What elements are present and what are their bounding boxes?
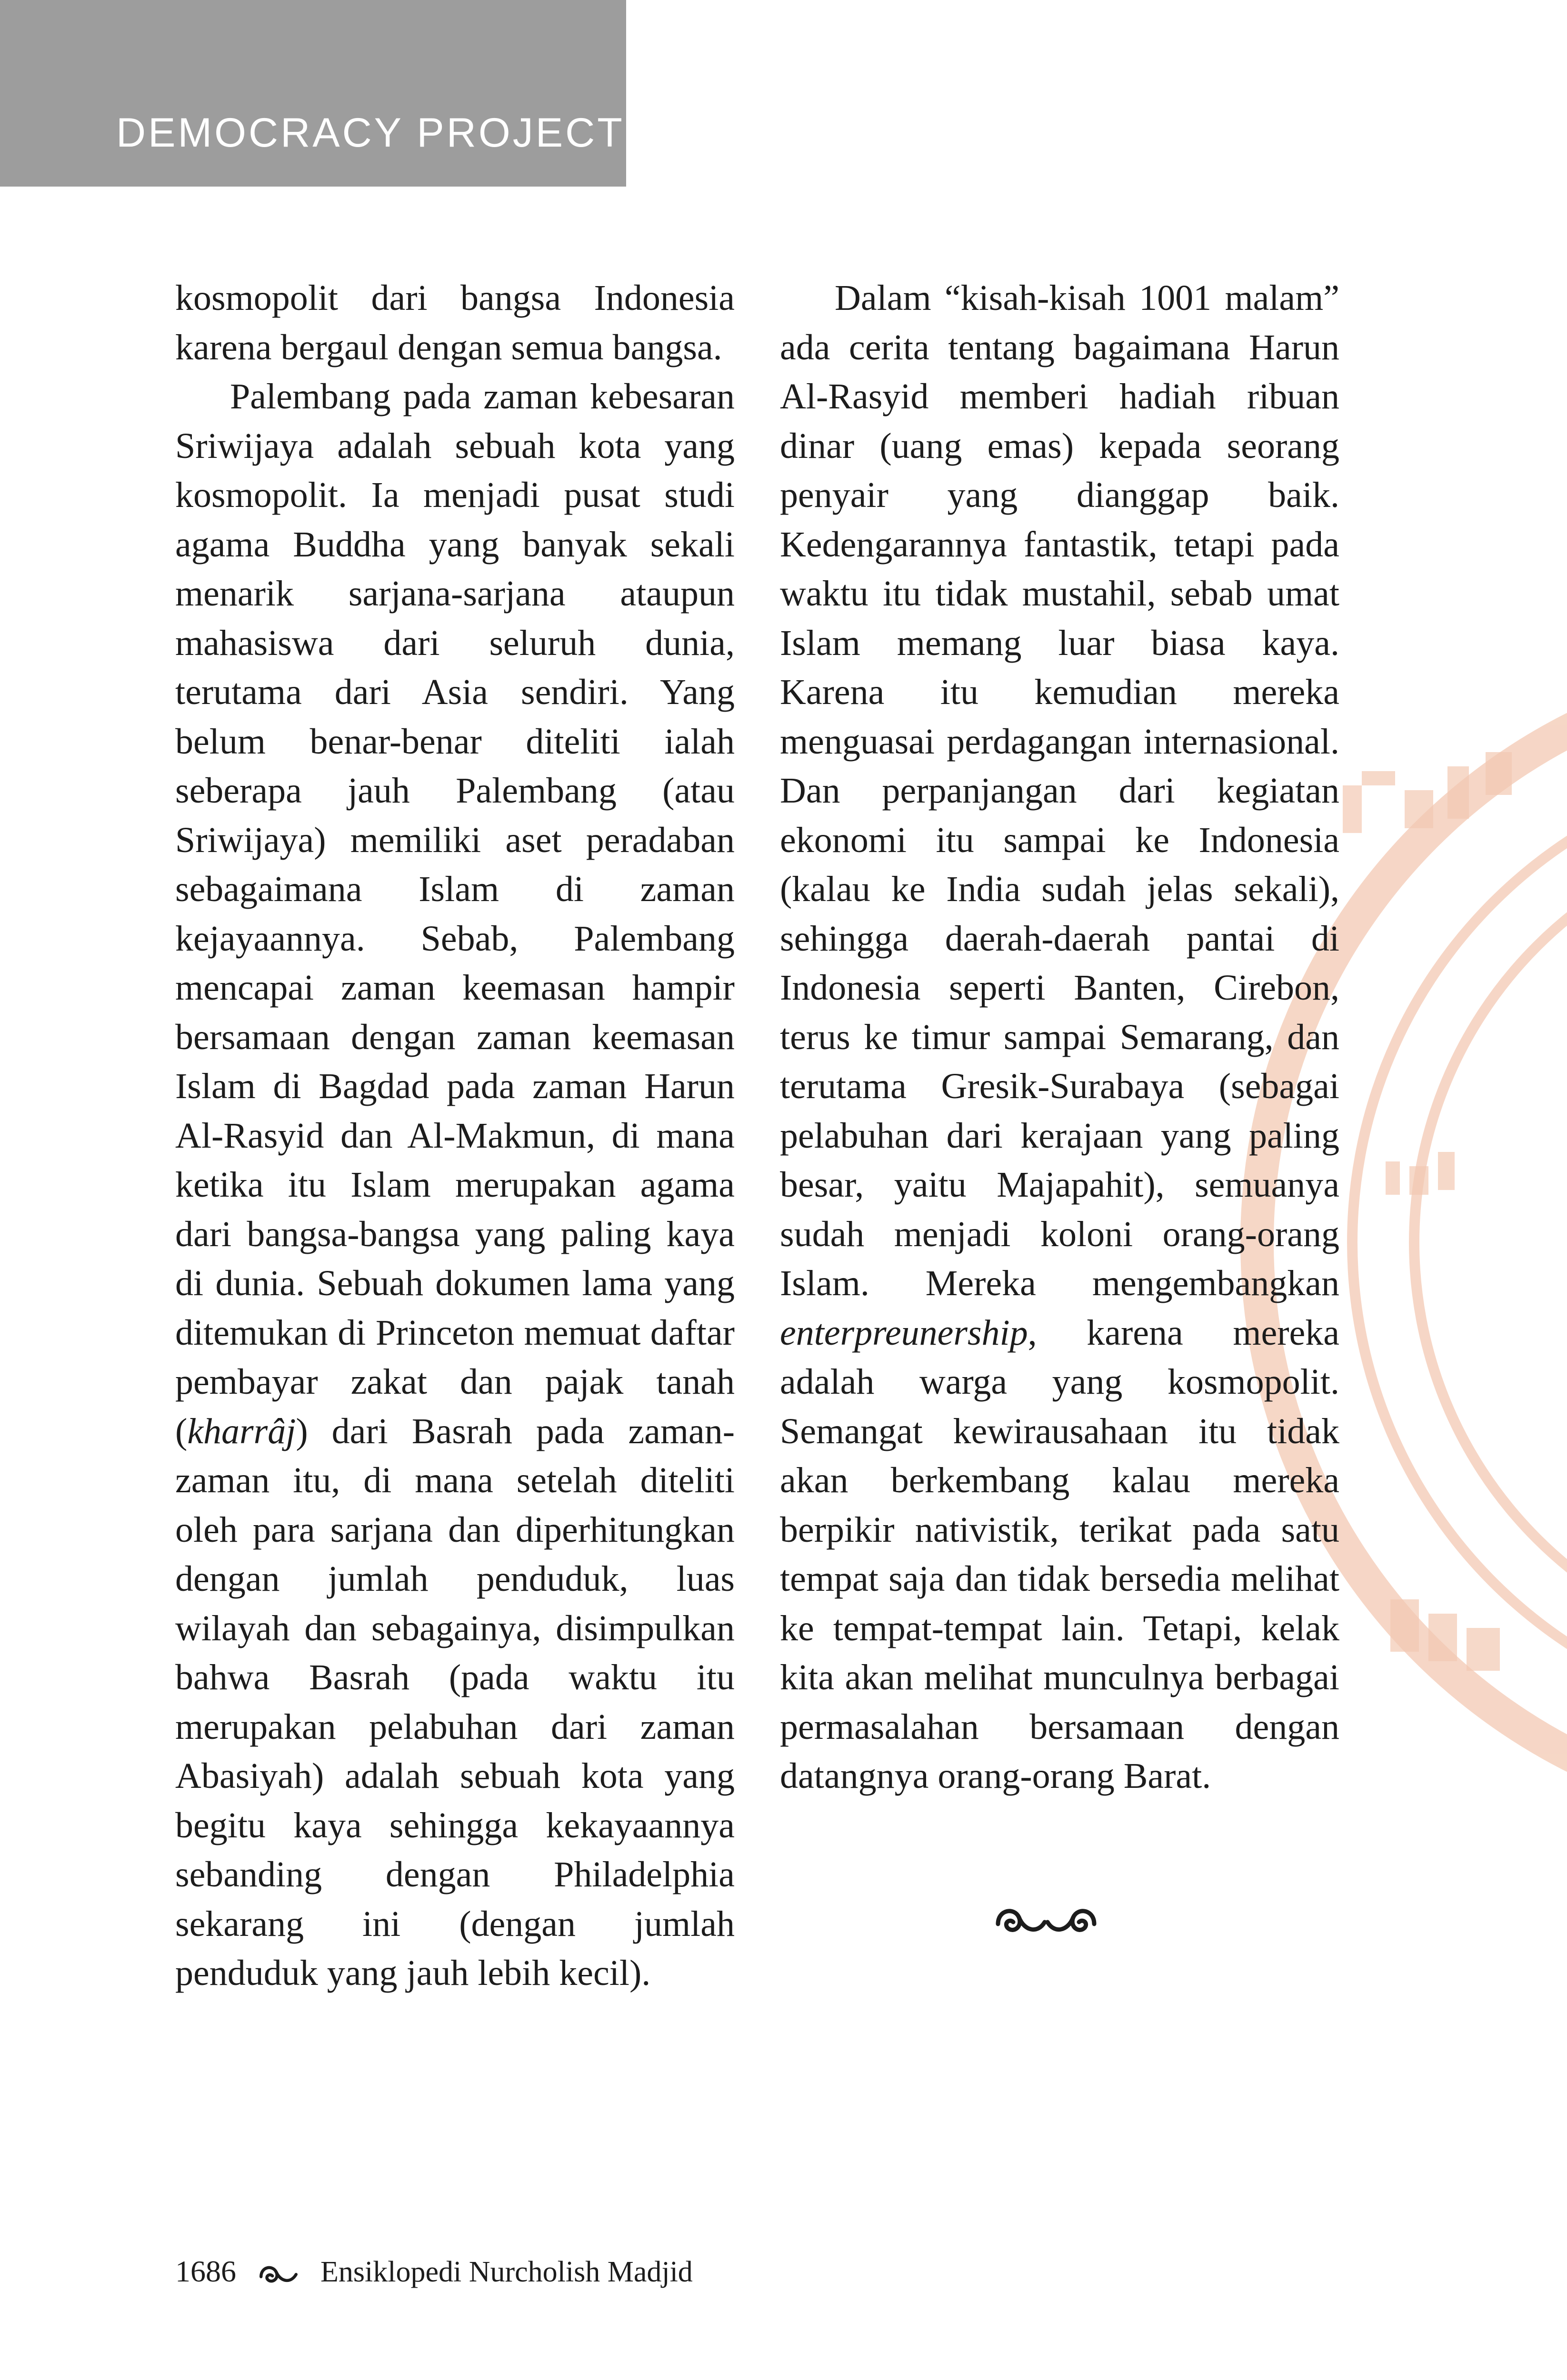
text-run: ) dari Basrah pada zaman-zaman itu, di mana setelah diteliti oleh para sarjana dan diperhitungkan dengan jumlah penduduk, luas wilayah dan sebagainya, disimpulkan bahwa Basrah (pada waktu itu merupakan pelabuhan dari zaman Abasiyah) adalah sebuah kota yang begitu kaya sehingga kekayaannya sebanding dengan Philadelphia sekarang ini (dengan jumlah penduduk yang jauh lebih kecil).: [175, 1411, 735, 1993]
header-band: [0, 0, 626, 187]
left-text-column: [175, 274, 735, 1998]
paragraph-palembang: [175, 372, 735, 1998]
paragraph-kisah-1001-malam: [780, 274, 1339, 1801]
text-run: , karena mereka adalah warga yang kosmopolit. Semangat kewirausahaan itu tidak akan berkembang kalau mereka berpikir nativistik, terikat pada satu tempat saja dan tidak bersedia melihat ke tempat-tempat lain. Tetapi, kelak kita akan melihat munculnya berbagai permasalahan bersamaan dengan datangnya orang-orang Barat.: [780, 1312, 1339, 1796]
page-footer: [175, 2254, 693, 2289]
scroll-ornament-icon: [257, 2261, 300, 2288]
running-header-title: DEMOCRACY PROJECT: [116, 110, 625, 156]
italic-term-enterpreunership: enterpreunership: [780, 1312, 1028, 1353]
text-run: Palembang pada zaman kebesaran Sriwijaya adalah sebuah kota yang kosmopolit. Ia menjadi pusat studi agama Buddha yang banyak sekali menarik sarjana-sarjana ataupun mahasiswa dari seluruh dunia, terutama dari Asia sendiri. Yang belum benar-benar diteliti ialah seberapa jauh Palembang (atau Sriwijaya) memiliki aset peradaban sebagaimana Islam di zaman kejayaannya. Sebab, Palembang mencapai zaman keemasan hampir bersamaan dengan zaman keemasan Islam di Bagdad pada zaman Harun Al-Rasyid dan Al-Makmun, di mana ketika itu Islam merupakan agama dari bangsa-bangsa yang paling kaya di dunia. Sebuah dokumen lama yang ditemukan di Princeton memuat daftar pembayar zakat dan pajak tanah (: [175, 377, 735, 1451]
text-run: Dalam “kisah-kisah 1001 malam” ada cerita tentang bagaimana Harun Al-Rasyid memberi hadiah ribuan dinar (uang emas) kepada seorang penyair yang dianggap baik. Kedengarannya fantastik, tetapi pada waktu itu tidak mustahil, sebab umat Islam memang luar biasa kaya. Karena itu kemudian mereka menguasai perdagangan internasional. Dan perpanjangan dari kegiatan ekonomi itu sampai ke Indonesia (kalau ke India sudah jelas sekali), sehingga daerah-daerah pantai di Indonesia seperti Banten, Cirebon, terus ke timur sampai Semarang, dan terutama Gresik-Surabaya (sebagai pelabuhan dari kerajaan yang paling besar, yaitu Majapahit), semuanya sudah menjadi koloni orang-orang Islam. Mereka mengembangkan: [780, 278, 1339, 1303]
italic-term-kharraj: kharrâj: [187, 1411, 296, 1451]
right-text-column: [780, 274, 1339, 1801]
text-run: kosmopolit dari bangsa Indonesia karena bergaul dengan semua bangsa.: [175, 278, 735, 367]
scroll-ornament-icon: [991, 1900, 1101, 1943]
paragraph-continued: [175, 274, 735, 372]
footer-book-title: Ensiklopedi Nurcholish Madjid: [320, 2256, 693, 2288]
page-number: 1686: [175, 2254, 236, 2288]
